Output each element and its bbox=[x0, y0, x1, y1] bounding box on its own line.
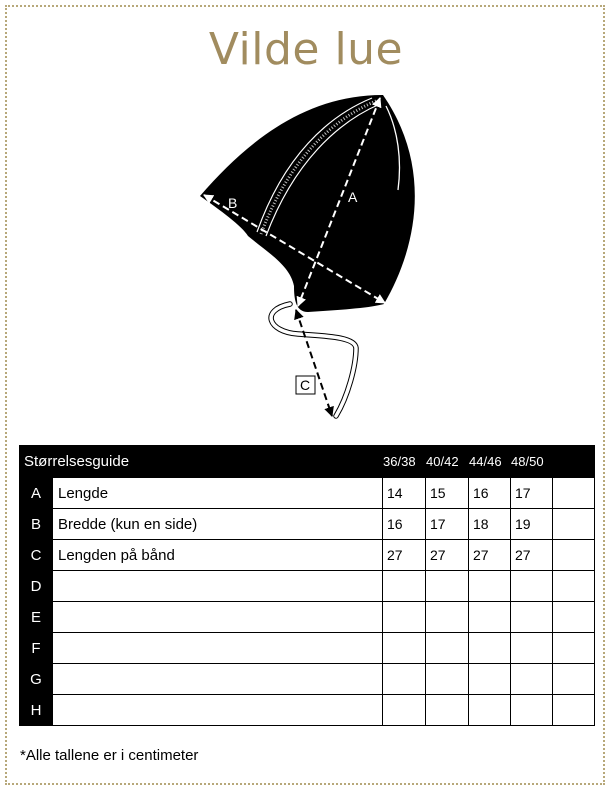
size-header: 48/50 bbox=[511, 446, 553, 478]
size-guide-table bbox=[19, 445, 595, 726]
row-value bbox=[511, 602, 553, 633]
row-value bbox=[426, 633, 469, 664]
row-value bbox=[553, 509, 595, 540]
label-a: A bbox=[348, 189, 358, 205]
bonnet-illustration bbox=[190, 86, 440, 426]
row-letter: E bbox=[20, 602, 53, 633]
row-label: Lengden på bånd bbox=[53, 540, 383, 571]
size-header: 36/38 bbox=[383, 446, 426, 478]
row-label bbox=[53, 695, 383, 726]
footnote: *Alle tallene er i centimeter bbox=[20, 747, 199, 764]
table-row bbox=[20, 509, 595, 540]
measure-line-c bbox=[296, 310, 332, 416]
row-value bbox=[511, 695, 553, 726]
row-label bbox=[53, 602, 383, 633]
row-value: 17 bbox=[511, 478, 553, 509]
row-value bbox=[426, 695, 469, 726]
row-label bbox=[53, 633, 383, 664]
row-letter: H bbox=[20, 695, 53, 726]
row-letter: C bbox=[20, 540, 53, 571]
row-value: 19 bbox=[511, 509, 553, 540]
row-value bbox=[553, 540, 595, 571]
row-value bbox=[383, 571, 426, 602]
row-value: 16 bbox=[469, 478, 511, 509]
size-header: 44/46 bbox=[469, 446, 511, 478]
row-value bbox=[553, 695, 595, 726]
row-value: 16 bbox=[383, 509, 426, 540]
row-letter: G bbox=[20, 664, 53, 695]
row-value bbox=[426, 571, 469, 602]
page-title: Vilde lue bbox=[208, 24, 404, 75]
row-value bbox=[426, 664, 469, 695]
row-value bbox=[553, 478, 595, 509]
row-value bbox=[383, 664, 426, 695]
row-value bbox=[469, 695, 511, 726]
row-value bbox=[553, 602, 595, 633]
table-heading: Størrelsesguide bbox=[20, 446, 383, 478]
row-value: 18 bbox=[469, 509, 511, 540]
row-letter: A bbox=[20, 478, 53, 509]
row-value bbox=[383, 602, 426, 633]
row-label: Bredde (kun en side) bbox=[53, 509, 383, 540]
row-value bbox=[553, 664, 595, 695]
row-letter: D bbox=[20, 571, 53, 602]
table-header-row bbox=[20, 446, 595, 478]
row-value bbox=[511, 664, 553, 695]
row-label: Lengde bbox=[53, 478, 383, 509]
row-value bbox=[469, 664, 511, 695]
table-row bbox=[20, 633, 595, 664]
row-value bbox=[553, 571, 595, 602]
row-value: 27 bbox=[383, 540, 426, 571]
row-value bbox=[511, 633, 553, 664]
row-label bbox=[53, 571, 383, 602]
label-b: B bbox=[228, 195, 238, 211]
row-value: 15 bbox=[426, 478, 469, 509]
table-row bbox=[20, 478, 595, 509]
row-value bbox=[511, 571, 553, 602]
row-value bbox=[383, 695, 426, 726]
row-value: 27 bbox=[469, 540, 511, 571]
table-row bbox=[20, 664, 595, 695]
row-value bbox=[469, 633, 511, 664]
row-value: 27 bbox=[426, 540, 469, 571]
row-value bbox=[426, 602, 469, 633]
row-letter: B bbox=[20, 509, 53, 540]
row-label bbox=[53, 664, 383, 695]
row-value bbox=[553, 633, 595, 664]
size-header: 40/42 bbox=[426, 446, 469, 478]
size-header bbox=[553, 446, 595, 478]
row-value bbox=[383, 633, 426, 664]
row-value: 14 bbox=[383, 478, 426, 509]
table-row bbox=[20, 695, 595, 726]
row-value: 27 bbox=[511, 540, 553, 571]
table-row bbox=[20, 540, 595, 571]
label-c: C bbox=[300, 377, 311, 393]
table-row bbox=[20, 571, 595, 602]
row-value bbox=[469, 571, 511, 602]
table-row bbox=[20, 602, 595, 633]
row-value bbox=[469, 602, 511, 633]
row-letter: F bbox=[20, 633, 53, 664]
row-value: 17 bbox=[426, 509, 469, 540]
